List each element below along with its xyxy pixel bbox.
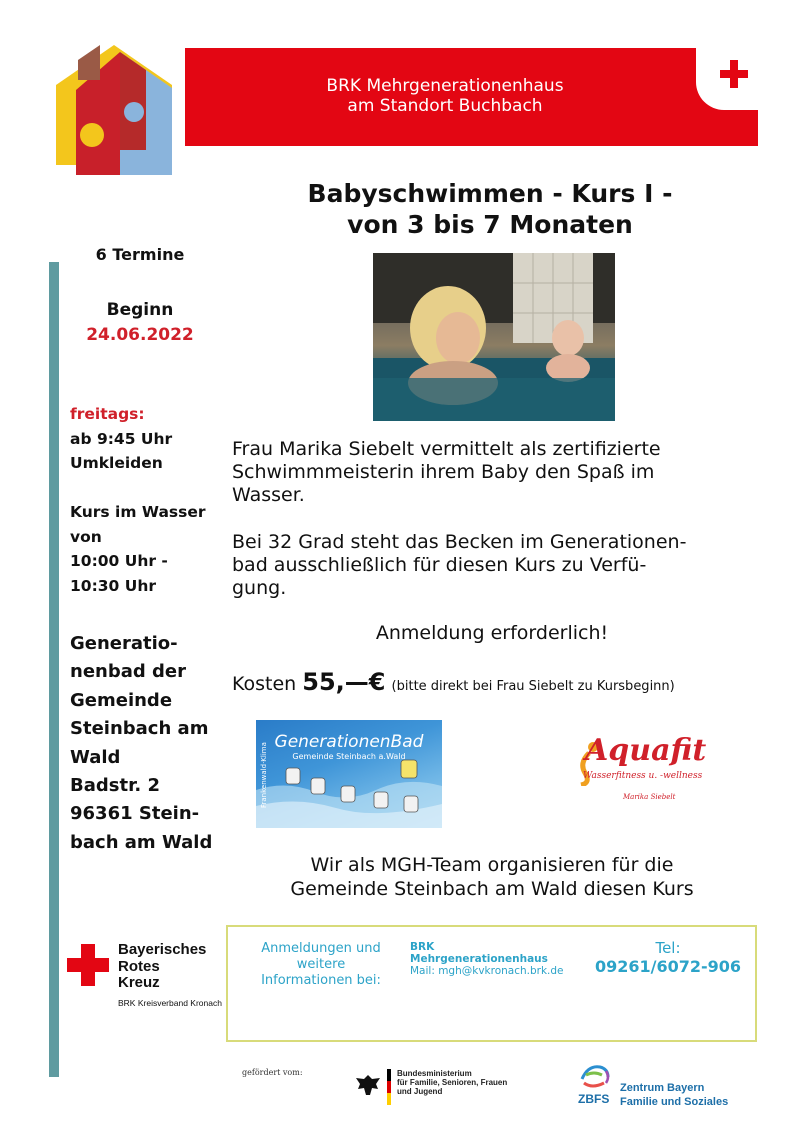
sidebar-time-line: Kurs im Wasser	[70, 503, 206, 521]
generationenbad-title: GenerationenBad	[274, 732, 424, 752]
brk-name-line: Kreuz	[118, 974, 160, 991]
header-banner	[185, 48, 758, 146]
sidebar-location-line: bach am Wald	[70, 831, 213, 853]
header-title	[185, 76, 705, 116]
zbfs-name-line: Zentrum Bayern	[620, 1082, 705, 1094]
generationenbad-subtitle: Gemeinde Steinbach a.Wald	[292, 752, 406, 761]
generationenbad-logo	[256, 720, 442, 828]
zbfs-name-line: Familie und Soziales	[620, 1096, 729, 1108]
course-title-line2: von 3 bis 7 Monaten	[347, 210, 633, 239]
sidebar-location-line: nenbad der	[70, 661, 186, 683]
generationenbad-side-text: Frankenwald·Klima	[260, 742, 268, 808]
team-line2: Gemeinde Steinbach am Wald diesen Kurs	[290, 878, 694, 900]
contact-phone[interactable]: 09261/6072-906	[594, 957, 742, 976]
contact-intro-line: weitere	[296, 957, 346, 972]
registration-required: Anmeldung erforderlich!	[375, 622, 609, 644]
course-title	[240, 178, 740, 240]
sidebar-location-line: 96361 Stein-	[70, 803, 200, 825]
cost-label: Kosten	[232, 673, 297, 695]
brk-name	[118, 942, 228, 992]
description-line: Bei 32 Grad steht das Becken im Generationen-	[232, 531, 687, 553]
description-paragraph-2	[232, 531, 757, 600]
bmfsfj-line: für Familie, Senioren, Frauen	[397, 1078, 508, 1087]
team-line1: Wir als MGH-Team organisieren für die	[310, 854, 674, 876]
aquafit-wordmark: Aquafit	[585, 733, 707, 768]
description-line: Wasser.	[232, 484, 305, 506]
sidebar-time-spacer	[70, 476, 220, 501]
contact-info-box	[226, 925, 757, 1042]
sidebar-location-line: Generatio-	[70, 633, 178, 654]
brk-name-line: Rotes	[118, 957, 160, 975]
baby-swimming-photo	[373, 253, 615, 421]
sidebar-day: freitags:	[70, 405, 145, 423]
brk-cross-icon	[67, 944, 109, 986]
zbfs-name	[620, 1081, 760, 1109]
description-paragraph-1	[232, 438, 757, 507]
contact-intro	[246, 941, 396, 989]
aquafit-owner: Marika Siebelt	[623, 793, 676, 801]
contact-org-line: Mehrgenerationenhaus	[410, 953, 548, 965]
photo-illustration	[373, 253, 615, 421]
bmfsfj-line: und Jugend	[397, 1087, 443, 1096]
funded-by-label: gefördert vom:	[242, 1068, 303, 1077]
sidebar-location-line: Badstr. 2	[70, 775, 161, 797]
description-line: gung.	[232, 577, 287, 599]
zbfs-logo-icon	[578, 1063, 612, 1089]
aquafit-logo	[575, 733, 705, 813]
sidebar-time-line: 10:00 Uhr -	[70, 552, 168, 570]
brk-name-line: Bayerisches	[118, 941, 207, 958]
course-title-line1: Babyschwimmen - Kurs I -	[307, 179, 673, 208]
contact-intro-line: Anmeldungen und	[261, 941, 381, 956]
cost-price: 55,—€	[302, 668, 386, 696]
sidebar-location-line: Gemeinde	[70, 689, 173, 711]
aquafit-tagline: Wasserfitness u. -wellness	[583, 771, 703, 781]
description-line: bad ausschließlich für diesen Kurs zu Verfü-	[232, 554, 647, 576]
sidebar-location-line: Steinbach am	[70, 718, 209, 740]
description-line: Frau Marika Siebelt vermittelt als zertifizierte	[232, 438, 661, 460]
federal-eagle-icon	[354, 1073, 382, 1097]
description-line: Schwimmmeisterin ihrem Baby den Spaß im	[232, 461, 655, 483]
bmfsfj-logo	[332, 1063, 567, 1115]
sidebar-termine: 6 Termine	[95, 245, 185, 264]
sidebar-time-line: ab 9:45 Uhr	[70, 429, 173, 448]
contact-intro-line: Informationen bei:	[261, 973, 381, 988]
sidebar-time-line: Umkleiden	[70, 454, 163, 472]
header-notch	[696, 48, 758, 110]
german-flag-stripe	[387, 1069, 391, 1105]
contact-phone-label: Tel:	[655, 939, 681, 957]
header-title-line2: am Standort Buchbach	[347, 96, 543, 116]
red-cross-icon	[720, 60, 748, 88]
bmfsfj-line: Bundesministerium	[397, 1069, 472, 1078]
sidebar-time-line: 10:30 Uhr	[70, 576, 156, 595]
sidebar-beginn-label: Beginn	[106, 300, 174, 320]
mgh-house-logo	[48, 40, 180, 175]
brk-kreisverband: BRK Kreisverband Kronach	[118, 998, 222, 1008]
contact-email[interactable]: Mail: mgh@kvkronach.brk.de	[410, 965, 564, 977]
sidebar-time-line: von	[70, 527, 102, 546]
contact-org-line: BRK	[410, 941, 435, 953]
cost-note: (bitte direkt bei Frau Siebelt zu Kursbeginn)	[391, 679, 675, 694]
course-cost	[232, 668, 757, 696]
sidebar-beginn-date: 24.06.2022	[86, 325, 194, 345]
sidebar-location	[70, 630, 220, 857]
zbfs-abbreviation: ZBFS	[578, 1092, 610, 1106]
team-statement	[232, 853, 752, 901]
sidebar-location-line: Wald	[70, 746, 121, 768]
contact-organization	[410, 941, 590, 965]
bmfsfj-name	[397, 1069, 572, 1096]
header-title-line1: BRK Mehrgenerationenhaus	[326, 76, 564, 96]
sidebar-times	[70, 402, 220, 598]
sidebar-accent-bar	[49, 262, 59, 1077]
